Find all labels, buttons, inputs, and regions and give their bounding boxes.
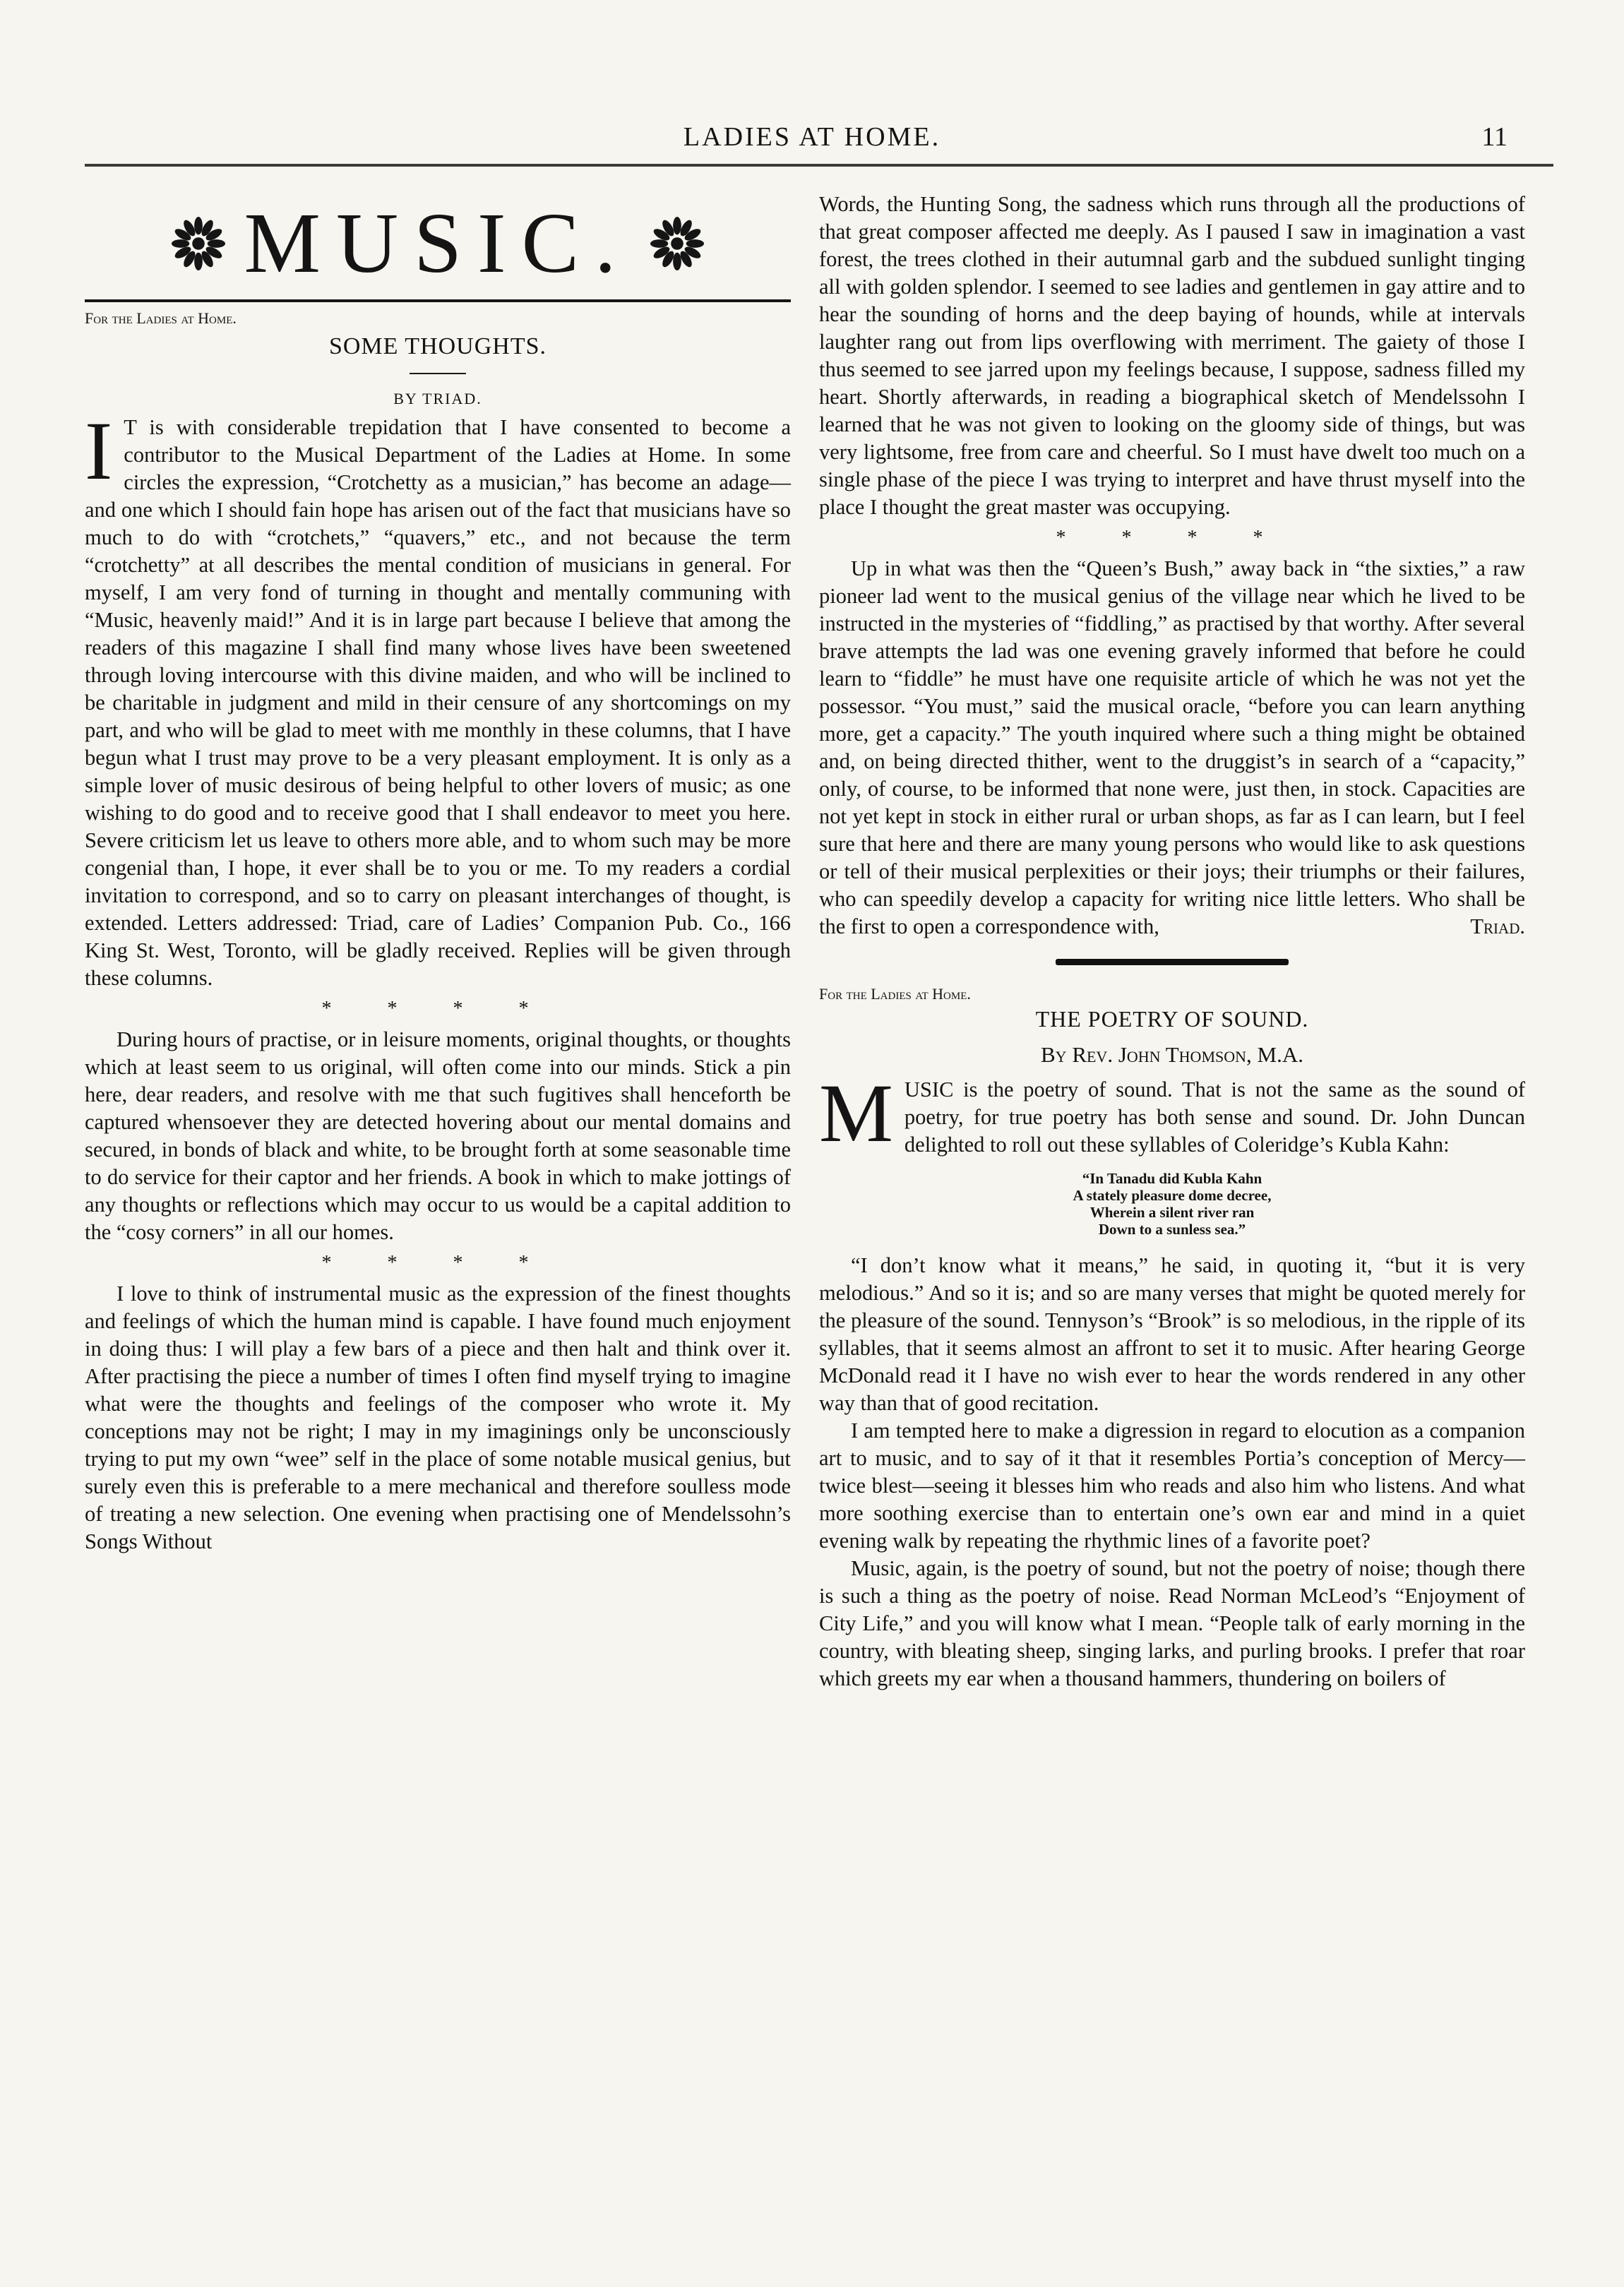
poem-line: “In Tanadu did Kubla Kahn (1082, 1170, 1262, 1187)
article-paragraph: Music, again, is the poetry of sound, but not the poetry of noise; though there is such a thing as the poetry of noise. Read Norman McLeod’s “Enjoyment of City Life,” and you will know what I mean. “People talk of early morning in the country, with bleating sheep, singing larks, and purling brooks. I prefer that roar which greets my ear when a thousand hammers, thundering on boilers of (819, 1556, 1525, 1690)
drop-cap: I (85, 405, 113, 497)
article-byline: By Rev. John Thomson, M.A. (1041, 1042, 1303, 1067)
poem-quote (819, 1170, 1525, 1238)
music-masthead (85, 191, 791, 297)
masthead-title: MUSIC. (244, 196, 632, 291)
headline-rule (410, 373, 466, 374)
article-credit: For the Ladies at Home. (85, 309, 237, 327)
article-paragraph: I love to think of instrumental music as the expression of the finest thoughts and feelings of which the human mind is capable. I have found much enjoyment in doing thus: I will play a few bars of a piece and then halt and think over it. After practising the piece a number of times I often find myself trying to imagine what were the thoughts and feelings of the composer who wrote it. My conceptions may not be right; I may in my imaginings only be unconsciously trying to put my own “wee” self in the place of some notable musical genius, but surely even this is preferable to a mere mechanical and therefore soulless mode of treating a new selection. One evening when practising one of Mendelssohn’s Songs Without (85, 1282, 791, 1553)
flower-ornament-icon (171, 216, 226, 271)
article-headline: SOME THOUGHTS. (328, 333, 547, 359)
section-separator: * * * * (321, 998, 554, 1020)
right-column (819, 191, 1525, 1692)
header-rule (85, 164, 1553, 167)
running-header-title: LADIES AT HOME. (683, 122, 941, 152)
article-divider (1056, 959, 1289, 965)
poem-line: Down to a sunless sea.” (1098, 1221, 1246, 1238)
article-paragraph: I T is with considerable trepidation that I have consented to become a contributor to the Musical Department of the Ladies at Home. In some circles the expression, “Crotchetty as a musician,” has become an adage—and one which I should fain hope has arisen out of the fact that musicians have so much to do with “crotchets,” “quavers,” etc., and not because the term “crotchetty” at all describes the mental condition of musicians in general. For myself, I am very fond of turning in thought and mentally communing with “Music, heavenly maid!” And it is in large part because I believe that among the readers of this magazine I shall find many whose lives have been sweetened through loving intercourse with this divine maiden, and who will be inclined to be charitable in judgment and mild in their censure of any shortcomings on my part, and who will be glad to meet with me monthly in these columns, that I have begun what I trust may prove to be a very pleasant employment. It is only as a simple lover of music desirous of being helpful to other lovers of music; as one wishing to do good and to receive good that I shall endeavor to meet you here. Severe criticism let us leave to others more able, and to whom such may be more congenial than, I hope, it ever shall be to you or me. To my readers a cordial invitation to correspond, and so to carry on pleasant interchanges of thought, is extended. Letters addressed: Triad, care of Ladies’ Companion Pub. Co., 166 King St. West, Toronto, will be gladly received. Replies will be given through these columns. (85, 405, 791, 990)
article-credit: For the Ladies at Home. (819, 985, 971, 1003)
poem-line: Wherein a silent river ran (1089, 1204, 1255, 1221)
section-separator: * * * * (321, 1252, 554, 1274)
article-paragraph: Words, the Hunting Song, the sadness which runs through all the productions of that great composer affected me deeply. As I paused I saw in imagination a vast forest, the trees clothed in their autumnal garb and the subdued sunlight tinging all with golden splendor. I seemed to see ladies and gentlemen in gay attire and to hear the sounding of horns and the deep baying of hounds, while at intervals laughter rang out from lips overflowing with merriment. The gaiety of those I thus seemed to see jarred upon my feelings because, I suppose, sadness filled my heart. Shortly afterwards, in reading a biographical sketch of Mendelssohn I learned that he was not given to looking on the gloomy side of things, but was very lightsome, free from care and cheerful. So I must have dwelt too much on a single phase of the piece I was trying to interpret and have thrust myself into the place I thought the great master was occupying. (819, 192, 1525, 519)
flower-ornament-icon (650, 216, 705, 271)
article-paragraph: During hours of practise, or in leisure moments, original thoughts, or thoughts which at least seem to us original, will often come into our minds. Stick a pin here, dear readers, and resolve with me that such fugitives shall henceforth be captured whensoever they are detected hovering about our mental domains and secured, in bonds of black and white, to be brought forth at some seasonable time to do service for their captor and her friends. A book in which to make jottings of any thoughts or reflections which may occur to us would be a capital addition to the “cosy corners” in all our homes. (85, 1027, 791, 1244)
author-signature: Triad. (1470, 914, 1525, 938)
article-paragraph: MUSIC is the poetry of sound. That is not the same as the sound of poetry, for true poetry has both sense and sound. Dr. John Duncan delighted to roll out these syllables of Coleridge’s Kubla Kahn: (819, 1067, 1525, 1159)
article-byline: BY TRIAD. (393, 390, 482, 407)
drop-cap: M (819, 1067, 893, 1159)
page-number: 11 (1481, 122, 1507, 152)
article-paragraph: “I don’t know what it means,” he said, in quoting it, “but it is very melodious.” And so it is; and so are many verses that might be quoted merely for the pleasure of the sound. Tennyson’s “Brook” is so melodious, in the ripple of its syllables, that it seems almost an affront to set it to music. After hearing George McDonald read it I have no wish ever to hear the words rendered in any other way than that of good recitation. (819, 1253, 1525, 1415)
article-paragraph: I am tempted here to make a digression in regard to elocution as a companion art to music, and to say of it that it resembles Portia’s conception of Mercy—twice blest—seeing it blesses him who reads and also him who listens. And what more soothing exercise than to entertain one’s own ear and mind in a quiet evening walk by repeating the rhythmic lines of a favorite poet? (819, 1419, 1525, 1553)
article-headline: THE POETRY OF SOUND. (1035, 1006, 1309, 1032)
poem-line: A stately pleasure dome decree, (1073, 1187, 1272, 1204)
masthead-rule (85, 299, 791, 302)
article-paragraph: Up in what was then the “Queen’s Bush,” away back in “the sixties,” a raw pioneer lad went to the musical genius of the village near which he lived to be instructed in the mysteries of “fiddling,” as practised by that worthy. After several brave attempts the lad was one evening gravely informed that before he could learn to “fiddle” he must have one requisite article of which he was not yet the possessor. “You must,” said the musical oracle, “before you can learn anything more, get a capacity.” The youth inquired where such a thing might be obtained and, on being directed thither, went to the druggist’s in search of a “capacity,” only, of course, to be informed that none were, just then, in stock. Capacities are not yet kept in stock in either rural or urban shops, as far as I can learn, but I feel sure that here and there are many young persons who would like to ask questions or tell of their musical perplexities or their joys; their triumphs or their failures, who can speedily develop a capacity for writing nice little letters. Who shall be the first to open a correspondence with, Triad. (819, 555, 1525, 941)
section-separator: * * * * (1056, 527, 1289, 549)
left-column (85, 191, 791, 1555)
